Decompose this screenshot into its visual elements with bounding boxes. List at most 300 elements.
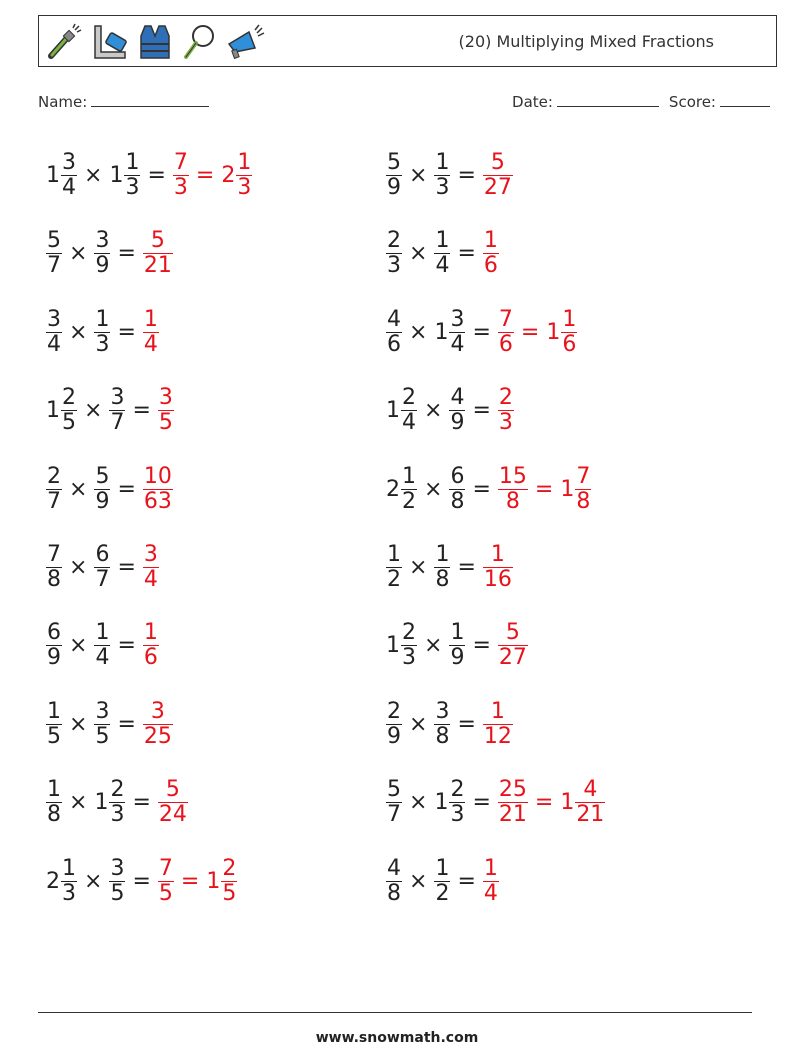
fraction [61, 857, 77, 906]
fraction [61, 151, 77, 200]
numerator: 2 [62, 384, 76, 410]
operand-b [94, 700, 110, 749]
operand-a [46, 151, 77, 200]
times-sign: × [69, 319, 88, 345]
denominator: 5 [62, 409, 76, 435]
numerator: 1 [402, 463, 416, 489]
numerator: 5 [387, 149, 401, 175]
numerator: 1 [143, 306, 158, 332]
answer [483, 151, 513, 200]
answer-fraction [158, 778, 188, 827]
whole-number: 2 [221, 162, 236, 188]
numerator: 2 [387, 227, 401, 253]
denominator: 3 [62, 880, 76, 906]
numerator: 1 [95, 619, 110, 645]
times-sign: × [424, 476, 443, 502]
fraction [94, 543, 110, 592]
fraction [46, 700, 62, 749]
denominator: 8 [47, 566, 61, 592]
operand-a [386, 229, 402, 278]
answer [483, 700, 513, 749]
operand-b [434, 700, 450, 749]
times-sign: × [409, 554, 428, 580]
fraction [386, 151, 402, 200]
equals-sign: = [117, 711, 136, 737]
fraction [94, 700, 110, 749]
numerator: 1 [562, 306, 577, 332]
answer-fraction [498, 778, 528, 827]
fraction [109, 857, 125, 906]
numerator: 3 [450, 306, 465, 332]
operand-b [109, 386, 125, 435]
denominator: 21 [498, 801, 527, 827]
equals-sign: = [457, 554, 476, 580]
equals-sign: = [117, 554, 136, 580]
equals-sign: = [132, 789, 151, 815]
problem-1 [46, 145, 252, 205]
fraction [483, 151, 513, 200]
numerator: 4 [387, 855, 401, 881]
name-field [38, 92, 209, 111]
answer [143, 465, 173, 514]
operand-a [46, 543, 62, 592]
denominator: 3 [173, 174, 188, 200]
whole-number: 1 [109, 162, 124, 188]
answer-fraction [483, 229, 499, 278]
denominator: 24 [158, 801, 187, 827]
fraction [434, 857, 450, 906]
numerator: 1 [435, 227, 450, 253]
problem-15 [46, 694, 173, 754]
problem-7 [46, 380, 174, 440]
fraction [434, 700, 450, 749]
denominator: 7 [47, 488, 61, 514]
whole-number: 1 [46, 162, 60, 188]
footer-url: www.snowmath.com [315, 1030, 479, 1046]
fraction [386, 857, 402, 906]
denominator: 3 [435, 174, 450, 200]
numerator: 1 [387, 541, 401, 567]
denominator: 9 [95, 488, 110, 514]
fraction [401, 465, 417, 514]
problem-9 [46, 459, 173, 519]
numerator: 2 [450, 776, 465, 802]
numerator: 1 [483, 855, 498, 881]
answer [483, 543, 513, 592]
denominator: 5 [110, 880, 125, 906]
fraction [143, 700, 173, 749]
whole-number: 2 [46, 868, 60, 894]
numerator: 7 [498, 306, 513, 332]
fraction [449, 386, 465, 435]
fraction [498, 621, 528, 670]
denominator: 4 [62, 174, 76, 200]
equals-sign: = [195, 162, 215, 188]
answer-mixed-number [221, 151, 252, 200]
operand-b [94, 308, 110, 357]
denominator: 63 [143, 488, 172, 514]
answer-mixed-number [560, 465, 591, 514]
numerator: 5 [47, 227, 61, 253]
denominator: 2 [435, 880, 450, 906]
denominator: 4 [143, 331, 158, 357]
denominator: 27 [498, 644, 527, 670]
denominator: 8 [435, 566, 450, 592]
denominator: 3 [95, 331, 110, 357]
times-sign: × [409, 162, 428, 188]
denominator: 7 [95, 566, 110, 592]
operand-b [434, 778, 465, 827]
whole-number: 1 [94, 789, 109, 815]
operand-a [386, 465, 417, 514]
operand-a [46, 465, 62, 514]
numerator: 3 [95, 227, 110, 253]
denominator: 3 [387, 252, 401, 278]
numerator: 1 [450, 619, 465, 645]
numerator: 7 [47, 541, 61, 567]
whole-number: 1 [546, 319, 561, 345]
numerator: 2 [47, 463, 61, 489]
denominator: 9 [450, 409, 465, 435]
denominator: 4 [47, 331, 61, 357]
denominator: 6 [387, 331, 401, 357]
equals-sign: = [457, 162, 476, 188]
answer-mixed-number [206, 857, 237, 906]
answer-mixed-number [560, 778, 605, 827]
numerator: 2 [110, 776, 125, 802]
answer [498, 386, 514, 435]
answer [498, 308, 577, 357]
numerator: 5 [165, 776, 180, 802]
numerator: 1 [435, 541, 450, 567]
fraction [94, 621, 110, 670]
denominator: 4 [402, 409, 416, 435]
denominator: 9 [387, 723, 401, 749]
whole-number: 2 [386, 476, 400, 502]
denominator: 4 [143, 566, 158, 592]
denominator: 6 [498, 331, 513, 357]
answer-fraction [483, 857, 499, 906]
worksheet-title: (20) Multiplying Mixed Fractions [458, 32, 714, 51]
fraction [158, 778, 188, 827]
times-sign: × [69, 789, 88, 815]
answer-fraction [158, 857, 174, 906]
name-blank[interactable] [91, 92, 209, 107]
answer [498, 465, 591, 514]
numerator: 1 [125, 149, 140, 175]
times-sign: × [69, 554, 88, 580]
answer-fraction [158, 386, 174, 435]
answer-fraction [143, 543, 159, 592]
numerator: 4 [387, 306, 401, 332]
numerator: 6 [95, 541, 110, 567]
answer [158, 857, 237, 906]
equals-sign: = [117, 476, 136, 502]
times-sign: × [84, 868, 103, 894]
fraction [561, 308, 577, 357]
answer [143, 700, 173, 749]
operand-b [449, 386, 465, 435]
denominator: 8 [505, 488, 520, 514]
numerator: 2 [387, 698, 401, 724]
denominator: 3 [402, 644, 416, 670]
fraction [109, 386, 125, 435]
fraction [173, 151, 189, 200]
times-sign: × [409, 868, 428, 894]
numerator: 2 [402, 384, 416, 410]
equals-sign: = [472, 319, 491, 345]
megaphone-icon [223, 22, 267, 62]
operand-b [434, 151, 450, 200]
equals-sign: = [457, 240, 476, 266]
answer [483, 229, 499, 278]
fraction [434, 151, 450, 200]
denominator: 3 [110, 801, 125, 827]
operand-a [46, 857, 77, 906]
denominator: 8 [435, 723, 450, 749]
denominator: 8 [387, 880, 401, 906]
denominator: 6 [562, 331, 577, 357]
header-icons [43, 20, 273, 64]
numerator: 1 [47, 698, 61, 724]
numerator: 1 [62, 855, 76, 881]
answer [158, 386, 174, 435]
numerator: 5 [505, 619, 520, 645]
equals-sign: = [534, 476, 554, 502]
numerator: 3 [47, 306, 61, 332]
fraction [221, 857, 237, 906]
name-label: Name: [38, 93, 88, 111]
date-blank[interactable] [557, 92, 659, 107]
magnifier-icon [181, 22, 217, 62]
denominator: 21 [143, 252, 172, 278]
score-label: Score: [668, 93, 716, 111]
times-sign: × [69, 476, 88, 502]
answer [143, 308, 159, 357]
operand-a [386, 308, 402, 357]
denominator: 3 [498, 409, 513, 435]
answer [158, 778, 188, 827]
equals-sign: = [117, 240, 136, 266]
fraction [449, 621, 465, 670]
numerator: 3 [143, 541, 158, 567]
numerator: 2 [222, 855, 237, 881]
denominator: 12 [483, 723, 512, 749]
denominator: 5 [222, 880, 237, 906]
numerator: 4 [583, 776, 598, 802]
fraction [434, 229, 450, 278]
denominator: 7 [47, 252, 61, 278]
numerator: 5 [95, 463, 110, 489]
denominator: 5 [95, 723, 110, 749]
whole-number: 1 [434, 789, 449, 815]
answer-fraction [498, 308, 514, 357]
operand-b [109, 857, 125, 906]
equals-sign: = [132, 397, 151, 423]
fraction [401, 621, 417, 670]
times-sign: × [409, 240, 428, 266]
fraction [46, 543, 62, 592]
times-sign: × [84, 397, 103, 423]
answer-fraction [483, 151, 513, 200]
answer-fraction [498, 386, 514, 435]
numerator: 6 [450, 463, 465, 489]
footer-divider [38, 1012, 752, 1013]
numerator: 3 [158, 384, 173, 410]
fraction [46, 621, 62, 670]
equals-sign: = [117, 319, 136, 345]
operand-a [386, 857, 402, 906]
numerator: 1 [47, 776, 61, 802]
times-sign: × [409, 789, 428, 815]
denominator: 6 [143, 644, 158, 670]
problem-16 [386, 694, 513, 754]
numerator: 2 [498, 384, 513, 410]
times-sign: × [424, 397, 443, 423]
numerator: 3 [95, 698, 110, 724]
equals-sign: = [534, 789, 554, 815]
operand-b [449, 465, 465, 514]
denominator: 4 [95, 644, 110, 670]
numerator: 3 [110, 855, 125, 881]
operand-a [386, 778, 402, 827]
denominator: 8 [47, 801, 61, 827]
numerator: 3 [435, 698, 450, 724]
problem-20 [386, 851, 499, 911]
fraction [483, 700, 513, 749]
equals-sign: = [520, 319, 540, 345]
answer [498, 778, 605, 827]
fraction [46, 465, 62, 514]
fraction [143, 543, 159, 592]
date-label: Date: [512, 93, 553, 111]
denominator: 25 [143, 723, 172, 749]
whole-number: 1 [386, 632, 400, 658]
operand-b [94, 621, 110, 670]
operand-b [434, 543, 450, 592]
operand-b [94, 778, 125, 827]
fraction [575, 465, 591, 514]
fraction [401, 386, 417, 435]
fraction [143, 621, 159, 670]
answer-fraction [498, 621, 528, 670]
problem-2 [386, 145, 513, 205]
equals-sign: = [132, 868, 151, 894]
fraction [124, 151, 140, 200]
numerator: 15 [498, 463, 527, 489]
operand-a [46, 700, 62, 749]
denominator: 8 [576, 488, 591, 514]
denominator: 3 [237, 174, 252, 200]
fraction [236, 151, 252, 200]
numerator: 1 [435, 855, 450, 881]
denominator: 4 [450, 331, 465, 357]
whole-number: 1 [46, 397, 60, 423]
score-blank[interactable] [720, 92, 770, 107]
operand-b [434, 857, 450, 906]
denominator: 9 [387, 174, 401, 200]
numerator: 6 [47, 619, 61, 645]
denominator: 9 [450, 644, 465, 670]
fraction [386, 229, 402, 278]
times-sign: × [69, 632, 88, 658]
problem-13 [46, 615, 159, 675]
equals-sign: = [472, 632, 491, 658]
fraction [46, 308, 62, 357]
answer-fraction [483, 700, 513, 749]
fraction [498, 778, 528, 827]
times-sign: × [424, 632, 443, 658]
numerator: 1 [490, 541, 505, 567]
denominator: 4 [483, 880, 498, 906]
operand-b [94, 543, 110, 592]
denominator: 3 [125, 174, 140, 200]
problem-12 [386, 537, 513, 597]
answer [173, 151, 252, 200]
fraction [483, 543, 513, 592]
answer-fraction [173, 151, 189, 200]
whole-number: 1 [434, 319, 449, 345]
operand-b [434, 229, 450, 278]
operand-a [386, 386, 417, 435]
operand-a [46, 308, 62, 357]
answer-fraction [483, 543, 513, 592]
denominator: 9 [95, 252, 110, 278]
numerator: 7 [576, 463, 591, 489]
problem-10 [386, 459, 591, 519]
fraction [109, 778, 125, 827]
fraction [61, 386, 77, 435]
numerator: 7 [173, 149, 188, 175]
problem-6 [386, 302, 577, 362]
equals-sign: = [472, 789, 491, 815]
numerator: 1 [483, 227, 498, 253]
operand-b [109, 151, 140, 200]
life-vest-icon [135, 22, 175, 62]
answer-fraction [143, 308, 159, 357]
worksheet-header [38, 15, 777, 67]
numerator: 5 [387, 776, 401, 802]
equals-sign: = [472, 476, 491, 502]
date-score-fields [512, 92, 770, 111]
numerator: 1 [435, 149, 450, 175]
operand-a [386, 700, 402, 749]
denominator: 5 [47, 723, 61, 749]
problem-18 [386, 772, 605, 832]
fraction [46, 229, 62, 278]
answer-mixed-number [546, 308, 577, 357]
problem-3 [46, 223, 173, 283]
numerator: 25 [498, 776, 527, 802]
operand-b [449, 621, 465, 670]
problem-5 [46, 302, 159, 362]
whole-number: 1 [206, 868, 221, 894]
denominator: 7 [110, 409, 125, 435]
equals-sign: = [180, 868, 200, 894]
fraction [498, 386, 514, 435]
answer [498, 621, 528, 670]
fraction [158, 857, 174, 906]
times-sign: × [69, 711, 88, 737]
problem-8 [386, 380, 514, 440]
equals-sign: = [457, 868, 476, 894]
fraction [158, 386, 174, 435]
operand-b [94, 229, 110, 278]
denominator: 27 [483, 174, 512, 200]
operand-a [46, 229, 62, 278]
problem-19 [46, 851, 237, 911]
times-sign: × [69, 240, 88, 266]
